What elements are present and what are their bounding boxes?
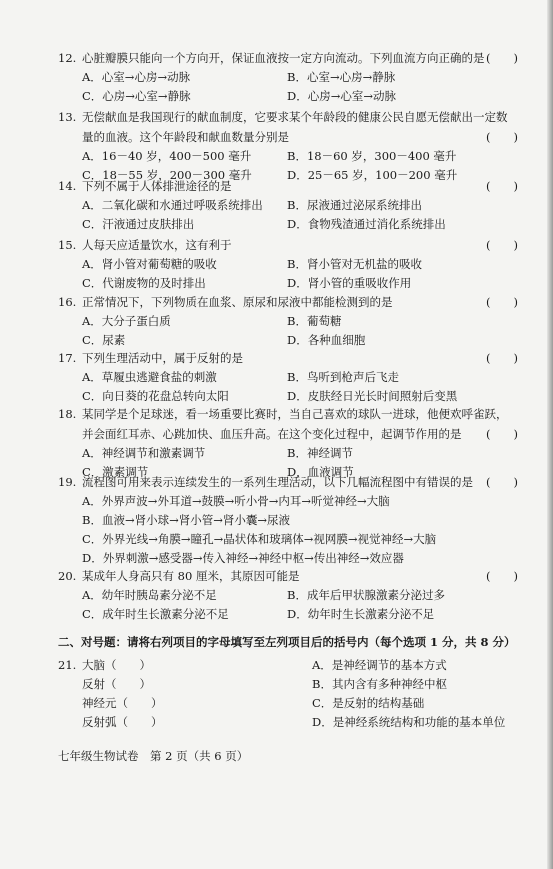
option-b: B．18－60 岁，300－400 毫升 xyxy=(287,149,457,163)
question-text: 某成年人身高只有 80 厘米，其原因可能是 xyxy=(82,569,300,583)
option-a: A．外界声波→外耳道→鼓膜→听小骨→内耳→听觉神经→大脑 xyxy=(82,494,390,508)
option-a: A．神经调节和激素调节 xyxy=(82,446,206,460)
option-b: B．肾小管对无机盐的吸收 xyxy=(287,257,422,271)
match-right-item: D．是神经系统结构和功能的基本单位 xyxy=(312,715,506,729)
page-footer: 七年级生物试卷 第 2 页（共 6 页） xyxy=(58,749,249,763)
option-c: C．代谢废物的及时排出 xyxy=(82,276,206,290)
question-number: 16. xyxy=(58,295,77,309)
option-b: B．尿液通过泌尿系统排出 xyxy=(287,198,422,212)
question-20 xyxy=(58,566,518,624)
option-c: C．汗液通过皮肤排出 xyxy=(82,217,195,231)
question-16 xyxy=(58,292,518,350)
question-number: 21. xyxy=(58,658,77,672)
option-d: D．心房→心室→动脉 xyxy=(287,89,396,103)
option-c: C．成年时生长激素分泌不足 xyxy=(82,607,229,621)
option-d: D．血液调节 xyxy=(287,465,354,479)
option-a: A．16－40 岁，400－500 毫升 xyxy=(82,149,252,163)
question-number: 14. xyxy=(58,179,77,193)
question-19 xyxy=(58,472,518,568)
question-text: 流程图可用来表示连续发生的一系列生理活动，以下几幅流程图中有错误的是 xyxy=(82,475,473,489)
option-a: A．大分子蛋白质 xyxy=(82,314,171,328)
option-c: C．心房→心室→静脉 xyxy=(82,89,191,103)
scan-edge-shadow xyxy=(547,0,553,869)
question-number: 18. xyxy=(58,407,77,421)
option-d: D．皮肤经日光长时间照射后变黑 xyxy=(287,389,458,403)
option-d: D．肾小管的重吸收作用 xyxy=(287,276,412,290)
option-d: D．食物残渣通过消化系统排出 xyxy=(287,217,446,231)
option-d: D．各种血细胞 xyxy=(287,333,366,347)
match-right-item: B．其内含有多种神经中枢 xyxy=(312,677,447,691)
question-text: 下列生理活动中，属于反射的是 xyxy=(82,351,243,365)
answer-parentheses: ( ) xyxy=(486,569,518,583)
match-right-item: C．是反射的结构基础 xyxy=(312,696,425,710)
option-b: B．成年后甲状腺激素分泌过多 xyxy=(287,588,445,602)
option-b: B．葡萄糖 xyxy=(287,314,342,328)
question-number: 15. xyxy=(58,238,77,252)
option-c: C．外界光线→角膜→瞳孔→晶状体和玻璃体→视网膜→视觉神经→大脑 xyxy=(82,532,437,546)
option-c: C．18－55 岁，200－300 毫升 xyxy=(82,168,252,182)
question-text: 某同学是个足球迷，看一场重要比赛时，当自己喜欢的球队一进球，他便欢呼雀跃，并会面红耳赤、心跳加快、血压升高。在这个变化过程中，起调节作用的是 xyxy=(82,407,508,441)
answer-parentheses: ( ) xyxy=(486,51,518,65)
option-c: C．激素调节 xyxy=(82,465,149,479)
answer-parentheses: ( ) xyxy=(486,238,518,252)
question-number: 19. xyxy=(58,475,77,489)
question-18 xyxy=(58,404,518,482)
question-17 xyxy=(58,348,518,406)
matching-question-21 xyxy=(58,656,528,732)
question-text: 心脏瓣膜只能向一个方向开，保证血液按一定方向流动。下列血流方向正确的是 xyxy=(82,51,485,65)
question-12 xyxy=(58,48,518,106)
answer-parentheses: ( ) xyxy=(486,475,518,489)
answer-parentheses: ( ) xyxy=(486,295,518,309)
question-number: 20. xyxy=(58,569,77,583)
question-13 xyxy=(58,107,518,185)
match-right-item: A．是神经调节的基本方式 xyxy=(312,658,447,672)
question-15 xyxy=(58,235,518,293)
question-text: 下列不属于人体排泄途径的是 xyxy=(82,179,232,193)
answer-parentheses: ( ) xyxy=(486,179,518,193)
option-c: C．尿素 xyxy=(82,333,126,347)
answer-parentheses: ( ) xyxy=(486,130,518,144)
question-text: 人每天应适量饮水，这有利于 xyxy=(82,238,232,252)
question-number: 13. xyxy=(58,110,77,124)
option-a: A．幼年时胰岛素分泌不足 xyxy=(82,588,217,602)
option-b: B．神经调节 xyxy=(287,446,353,460)
answer-parentheses: ( ) xyxy=(486,427,518,441)
question-number: 12. xyxy=(58,51,77,65)
match-left-item: 大脑（ ） xyxy=(82,658,151,672)
option-d: D．外界刺激→感受器→传入神经→神经中枢→传出神经→效应器 xyxy=(82,551,404,565)
question-14 xyxy=(58,176,518,234)
option-a: A．草履虫逃避食盐的刺激 xyxy=(82,370,217,384)
match-left-item: 反射（ ） xyxy=(82,677,151,691)
question-text: 正常情况下，下列物质在血浆、原尿和尿液中都能检测到的是 xyxy=(82,295,393,309)
match-left-item: 神经元（ ） xyxy=(82,696,163,710)
option-b: B．血液→肾小球→肾小管→肾小囊→尿液 xyxy=(82,513,290,527)
option-d: D．25－65 岁，100－200 毫升 xyxy=(287,168,458,182)
match-left-item: 反射弧（ ） xyxy=(82,715,163,729)
option-a: A．肾小管对葡萄糖的吸收 xyxy=(82,257,217,271)
option-a: A．心室→心房→动脉 xyxy=(82,70,191,84)
option-b: B．鸟听到枪声后飞走 xyxy=(287,370,399,384)
option-c: C．向日葵的花盘总转向太阳 xyxy=(82,389,229,403)
question-text: 无偿献血是我国现行的献血制度，它要求某个年龄段的健康公民自愿无偿献出一定数量的血液。这个年龄段和献血数量分别是 xyxy=(82,110,508,144)
option-d: D．幼年时生长激素分泌不足 xyxy=(287,607,435,621)
answer-parentheses: ( ) xyxy=(486,351,518,365)
option-b: B．心室→心房→静脉 xyxy=(287,70,396,84)
section-heading: 二、对号题：请将右列项目的字母填写至左列项目后的括号内（每个选项 1 分，共 8 分） xyxy=(58,635,516,649)
option-a: A．二氧化碳和水通过呼吸系统排出 xyxy=(82,198,263,212)
question-number: 17. xyxy=(58,351,77,365)
